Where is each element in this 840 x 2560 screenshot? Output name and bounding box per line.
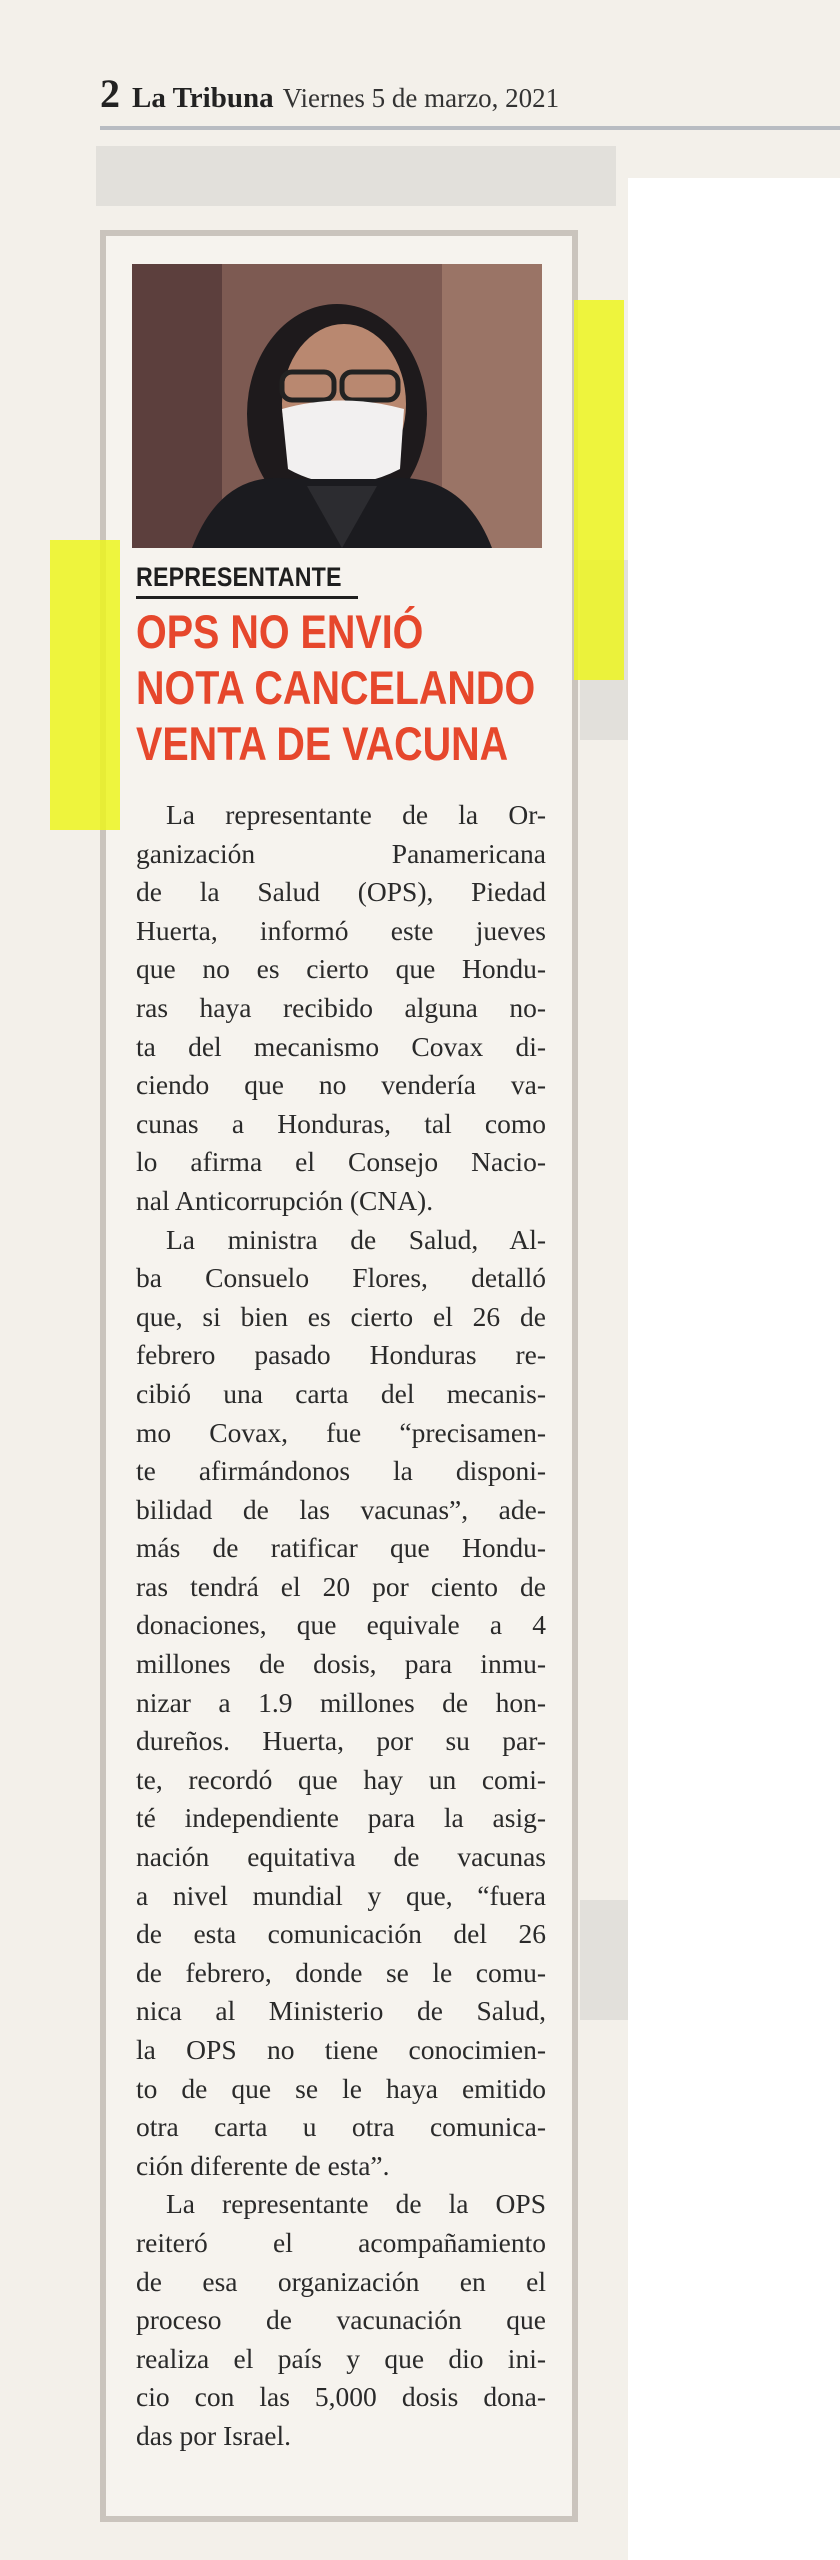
body-line: to de que se le haya emitido xyxy=(136,2072,546,2104)
body-line: ganización Panamericana xyxy=(136,837,546,869)
body-line: nal Anticorrupción (CNA). xyxy=(136,1184,434,1216)
body-line: de febrero, donde se le comu- xyxy=(136,1956,546,1988)
body-line: nación equitativa de vacunas xyxy=(136,1841,546,1873)
kicker-underline xyxy=(136,596,358,599)
body-line: de esa organización en el xyxy=(136,2265,546,2297)
blank-page-margin xyxy=(628,178,840,2560)
body-line: Huerta, informó este jueves xyxy=(136,914,546,946)
body-line: más de ratificar que Hondu- xyxy=(136,1532,546,1564)
body-line: nica al Ministerio de Salud, xyxy=(136,1995,546,2027)
body-line: reiteró el acompañamiento xyxy=(136,2226,546,2258)
body-line: ras tendrá el 20 por ciento de xyxy=(136,1570,546,1602)
headline-line: NOTA CANCELANDO xyxy=(136,661,536,714)
page-number: 2 xyxy=(100,71,120,116)
newspaper-name: La Tribuna xyxy=(132,82,274,114)
body-line: la OPS no tiene conocimien- xyxy=(136,2034,546,2065)
body-line: das por Israel. xyxy=(136,2419,292,2451)
body-line: ras haya recibido alguna no- xyxy=(136,991,546,1023)
body-line: que, si bien es cierto el 26 de xyxy=(136,1300,546,1332)
body-line: que no es cierto que Hondu- xyxy=(136,953,546,985)
highlighter-mark-right xyxy=(574,300,624,680)
issue-date: Viernes 5 de marzo, 2021 xyxy=(282,83,560,113)
body-line: realiza el país y que dio ini- xyxy=(136,2342,546,2374)
body-line: cibió una carta del mecanis- xyxy=(136,1377,546,1409)
body-line: febrero pasado Honduras re- xyxy=(136,1339,546,1371)
body-line: otra carta u otra comunica- xyxy=(136,2111,546,2143)
body-line: donaciones, que equivale a 4 xyxy=(136,1609,546,1641)
portrait-illustration xyxy=(132,264,542,548)
body-line: dureños. Huerta, por su par- xyxy=(136,1725,546,1757)
body-line: mo Covax, fue “precisamen- xyxy=(136,1416,546,1448)
body-line: bilidad de las vacunas”, ade- xyxy=(136,1493,546,1525)
body-line: ción diferente de esta”. xyxy=(136,2149,390,2181)
body-line: te afirmándonos la disponi- xyxy=(136,1455,546,1487)
body-line: té independiente para la asig- xyxy=(136,1802,546,1834)
body-line: nizar a 1.9 millones de hon- xyxy=(136,1686,546,1718)
body-line: cunas a Honduras, tal como xyxy=(136,1107,546,1139)
body-line: ciendo que no vendería va- xyxy=(136,1069,546,1101)
body-line: lo afirma el Consejo Nacio- xyxy=(136,1146,546,1178)
body-line: de la Salud (OPS), Piedad xyxy=(136,876,546,908)
body-line: millones de dosis, para inmu- xyxy=(136,1648,546,1680)
headline-line: OPS NO ENVIÓ xyxy=(136,605,424,658)
header-divider xyxy=(100,126,840,130)
article-kicker: REPRESENTANTE xyxy=(136,562,342,592)
ghost-print-right-2 xyxy=(580,1900,630,2020)
body-line: ba Consuelo Flores, detalló xyxy=(136,1262,546,1294)
body-line: te, recordó que hay un comi- xyxy=(136,1763,546,1795)
article-headline xyxy=(136,604,536,772)
body-line: La representante de la OPS xyxy=(166,2188,546,2220)
body-line: de esta comunicación del 26 xyxy=(136,1918,546,1950)
ghost-print-top xyxy=(96,146,616,206)
highlighter-mark-left xyxy=(50,540,120,830)
body-line: La representante de la Or- xyxy=(166,799,546,830)
article-photo xyxy=(132,264,542,548)
body-line: a nivel mundial y que, “fuera xyxy=(136,1879,546,1911)
body-line: cio con las 5,000 dosis dona- xyxy=(136,2381,546,2413)
page-header xyxy=(100,70,840,120)
headline-line: VENTA DE VACUNA xyxy=(136,717,509,770)
body-line: ta del mecanismo Covax di- xyxy=(136,1030,546,1062)
body-line: La ministra de Salud, Al- xyxy=(166,1223,546,1255)
article-body xyxy=(136,796,546,2456)
body-line: proceso de vacunación que xyxy=(136,2304,546,2336)
